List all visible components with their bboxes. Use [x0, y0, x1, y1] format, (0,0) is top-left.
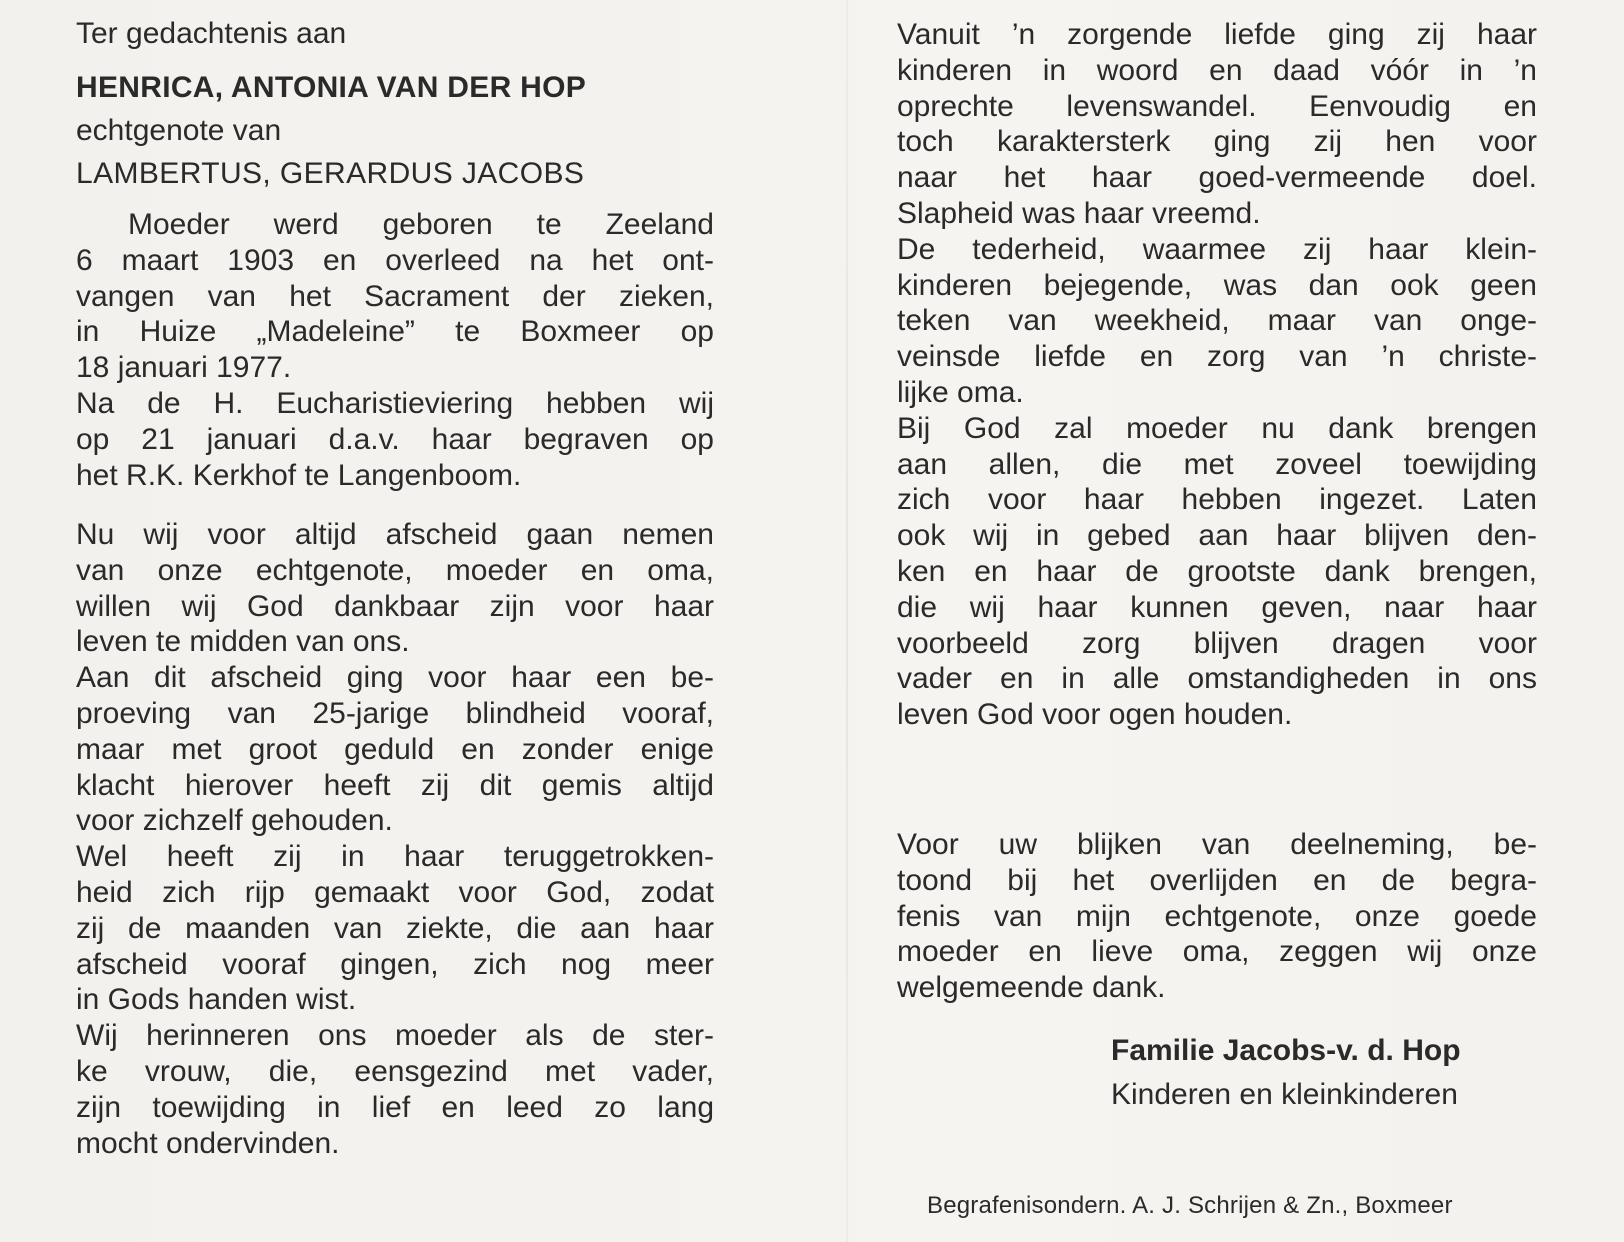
text-line: toond bij het overlijden en de begra- — [897, 863, 1537, 897]
text-line: ke vrouw, die, eensgezind met vader, — [76, 1054, 714, 1088]
text-line: Vanuit ’n zorgende liefde ging zij haar — [897, 18, 1537, 51]
text-line: van onze echtgenote, moeder en oma, — [76, 553, 714, 587]
text-line: proeving van 25-jarige blindheid vooraf, — [76, 696, 714, 730]
text-line: zijn toewijding in lief en leed zo lang — [76, 1090, 714, 1124]
text-line: klacht hierover heeft zij dit gemis altijd — [76, 768, 714, 802]
text-line: heid zich rijp gemaakt voor God, zodat — [76, 875, 714, 909]
text-line: Bij God zal moeder nu dank brengen — [897, 411, 1537, 445]
funeral-director-footer: Begrafenisondern. A. J. Schrijen & Zn., Boxmeer — [927, 1192, 1453, 1219]
text-line: Na de H. Eucharistieviering hebben wij — [76, 386, 714, 420]
text-line: ken en haar de grootste dank brengen, — [897, 554, 1537, 588]
text-line: 6 maart 1903 en overleed na het ont- — [76, 243, 714, 277]
text-line: welgemeende dank. — [897, 971, 1166, 1005]
text-line: naar het haar goed-vermeende doel. — [897, 161, 1537, 195]
right-paragraph-1 — [897, 17, 1537, 733]
card-fold — [846, 0, 848, 1242]
left-paragraph-1 — [76, 207, 714, 493]
text-line: Wij herinneren ons moeder als de ster- — [76, 1019, 714, 1053]
text-line: De tederheid, waarmee zij haar klein- — [897, 232, 1537, 266]
text-line: Wel heeft zij in haar teruggetrokken- — [76, 840, 714, 874]
right-paragraph-2 — [897, 827, 1537, 1006]
text-line: zich voor haar hebben ingezet. Laten — [897, 483, 1537, 517]
text-line: aan allen, die met zoveel toewijding — [897, 447, 1537, 481]
text-line: kinderen bejegende, was dan ook geen — [897, 268, 1537, 302]
text-line: mocht ondervinden. — [76, 1126, 340, 1160]
text-line: zij de maanden van ziekte, die aan haar — [76, 911, 714, 945]
text-line: in Huize „Madeleine” te Boxmeer op — [76, 315, 714, 349]
header-intro: Ter gedachtenis aan — [76, 17, 347, 50]
text-line: Nu wij voor altijd afscheid gaan nemen — [76, 518, 714, 551]
text-line: voorbeeld zorg blijven dragen voor — [897, 626, 1537, 660]
text-line: Voor uw blijken van deelneming, be- — [897, 828, 1537, 861]
text-line: 18 januari 1977. — [76, 351, 292, 385]
text-line: leven God voor ogen houden. — [897, 698, 1293, 732]
text-line: teken van weekheid, maar van onge- — [897, 304, 1537, 338]
text-line: voor zichzelf gehouden. — [76, 804, 393, 838]
text-line: ook wij in gebed aan haar blijven den- — [897, 519, 1537, 553]
signature-family: Familie Jacobs-v. d. Hop — [1111, 1034, 1461, 1067]
text-line: fenis van mijn echtgenote, onze goede — [897, 899, 1537, 933]
text-line: Moeder werd geboren te Zeeland — [128, 208, 714, 241]
spouse-name: LAMBERTUS, GERARDUS JACOBS — [76, 157, 585, 190]
text-line: toch karaktersterk ging zij hen voor — [897, 125, 1537, 159]
text-line: in Gods handen wist. — [76, 983, 357, 1017]
text-line: willen wij God dankbaar zijn voor haar — [76, 589, 714, 623]
left-paragraph-2 — [76, 517, 714, 1161]
relation-text: echtgenote van — [76, 114, 282, 147]
text-line: oprechte levenswandel. Eenvoudig en — [897, 89, 1537, 123]
text-line: die wij haar kunnen geven, naar haar — [897, 590, 1537, 624]
text-line: moeder en lieve oma, zeggen wij onze — [897, 935, 1537, 969]
text-line: afscheid vooraf gingen, zich nog meer — [76, 947, 714, 981]
text-line: maar met groot geduld en zonder enige — [76, 732, 714, 766]
signature-children: Kinderen en kleinkinderen — [1111, 1078, 1458, 1111]
text-line: Aan dit afscheid ging voor haar een be- — [76, 661, 714, 695]
text-line: op 21 januari d.a.v. haar begraven op — [76, 422, 714, 456]
text-line: vangen van het Sacrament der zieken, — [76, 279, 714, 313]
text-line: vader en in alle omstandigheden in ons — [897, 662, 1537, 696]
text-line: veinsde liefde en zorg van ’n christe- — [897, 340, 1537, 374]
text-line: het R.K. Kerkhof te Langenboom. — [76, 458, 522, 492]
text-line: Slapheid was haar vreemd. — [897, 196, 1261, 230]
text-line: kinderen in woord en daad vóór in ’n — [897, 53, 1537, 87]
text-line: lijke oma. — [897, 375, 1024, 409]
text-line: leven te midden van ons. — [76, 625, 410, 659]
deceased-name: HENRICA, ANTONIA VAN DER HOP — [76, 71, 587, 104]
